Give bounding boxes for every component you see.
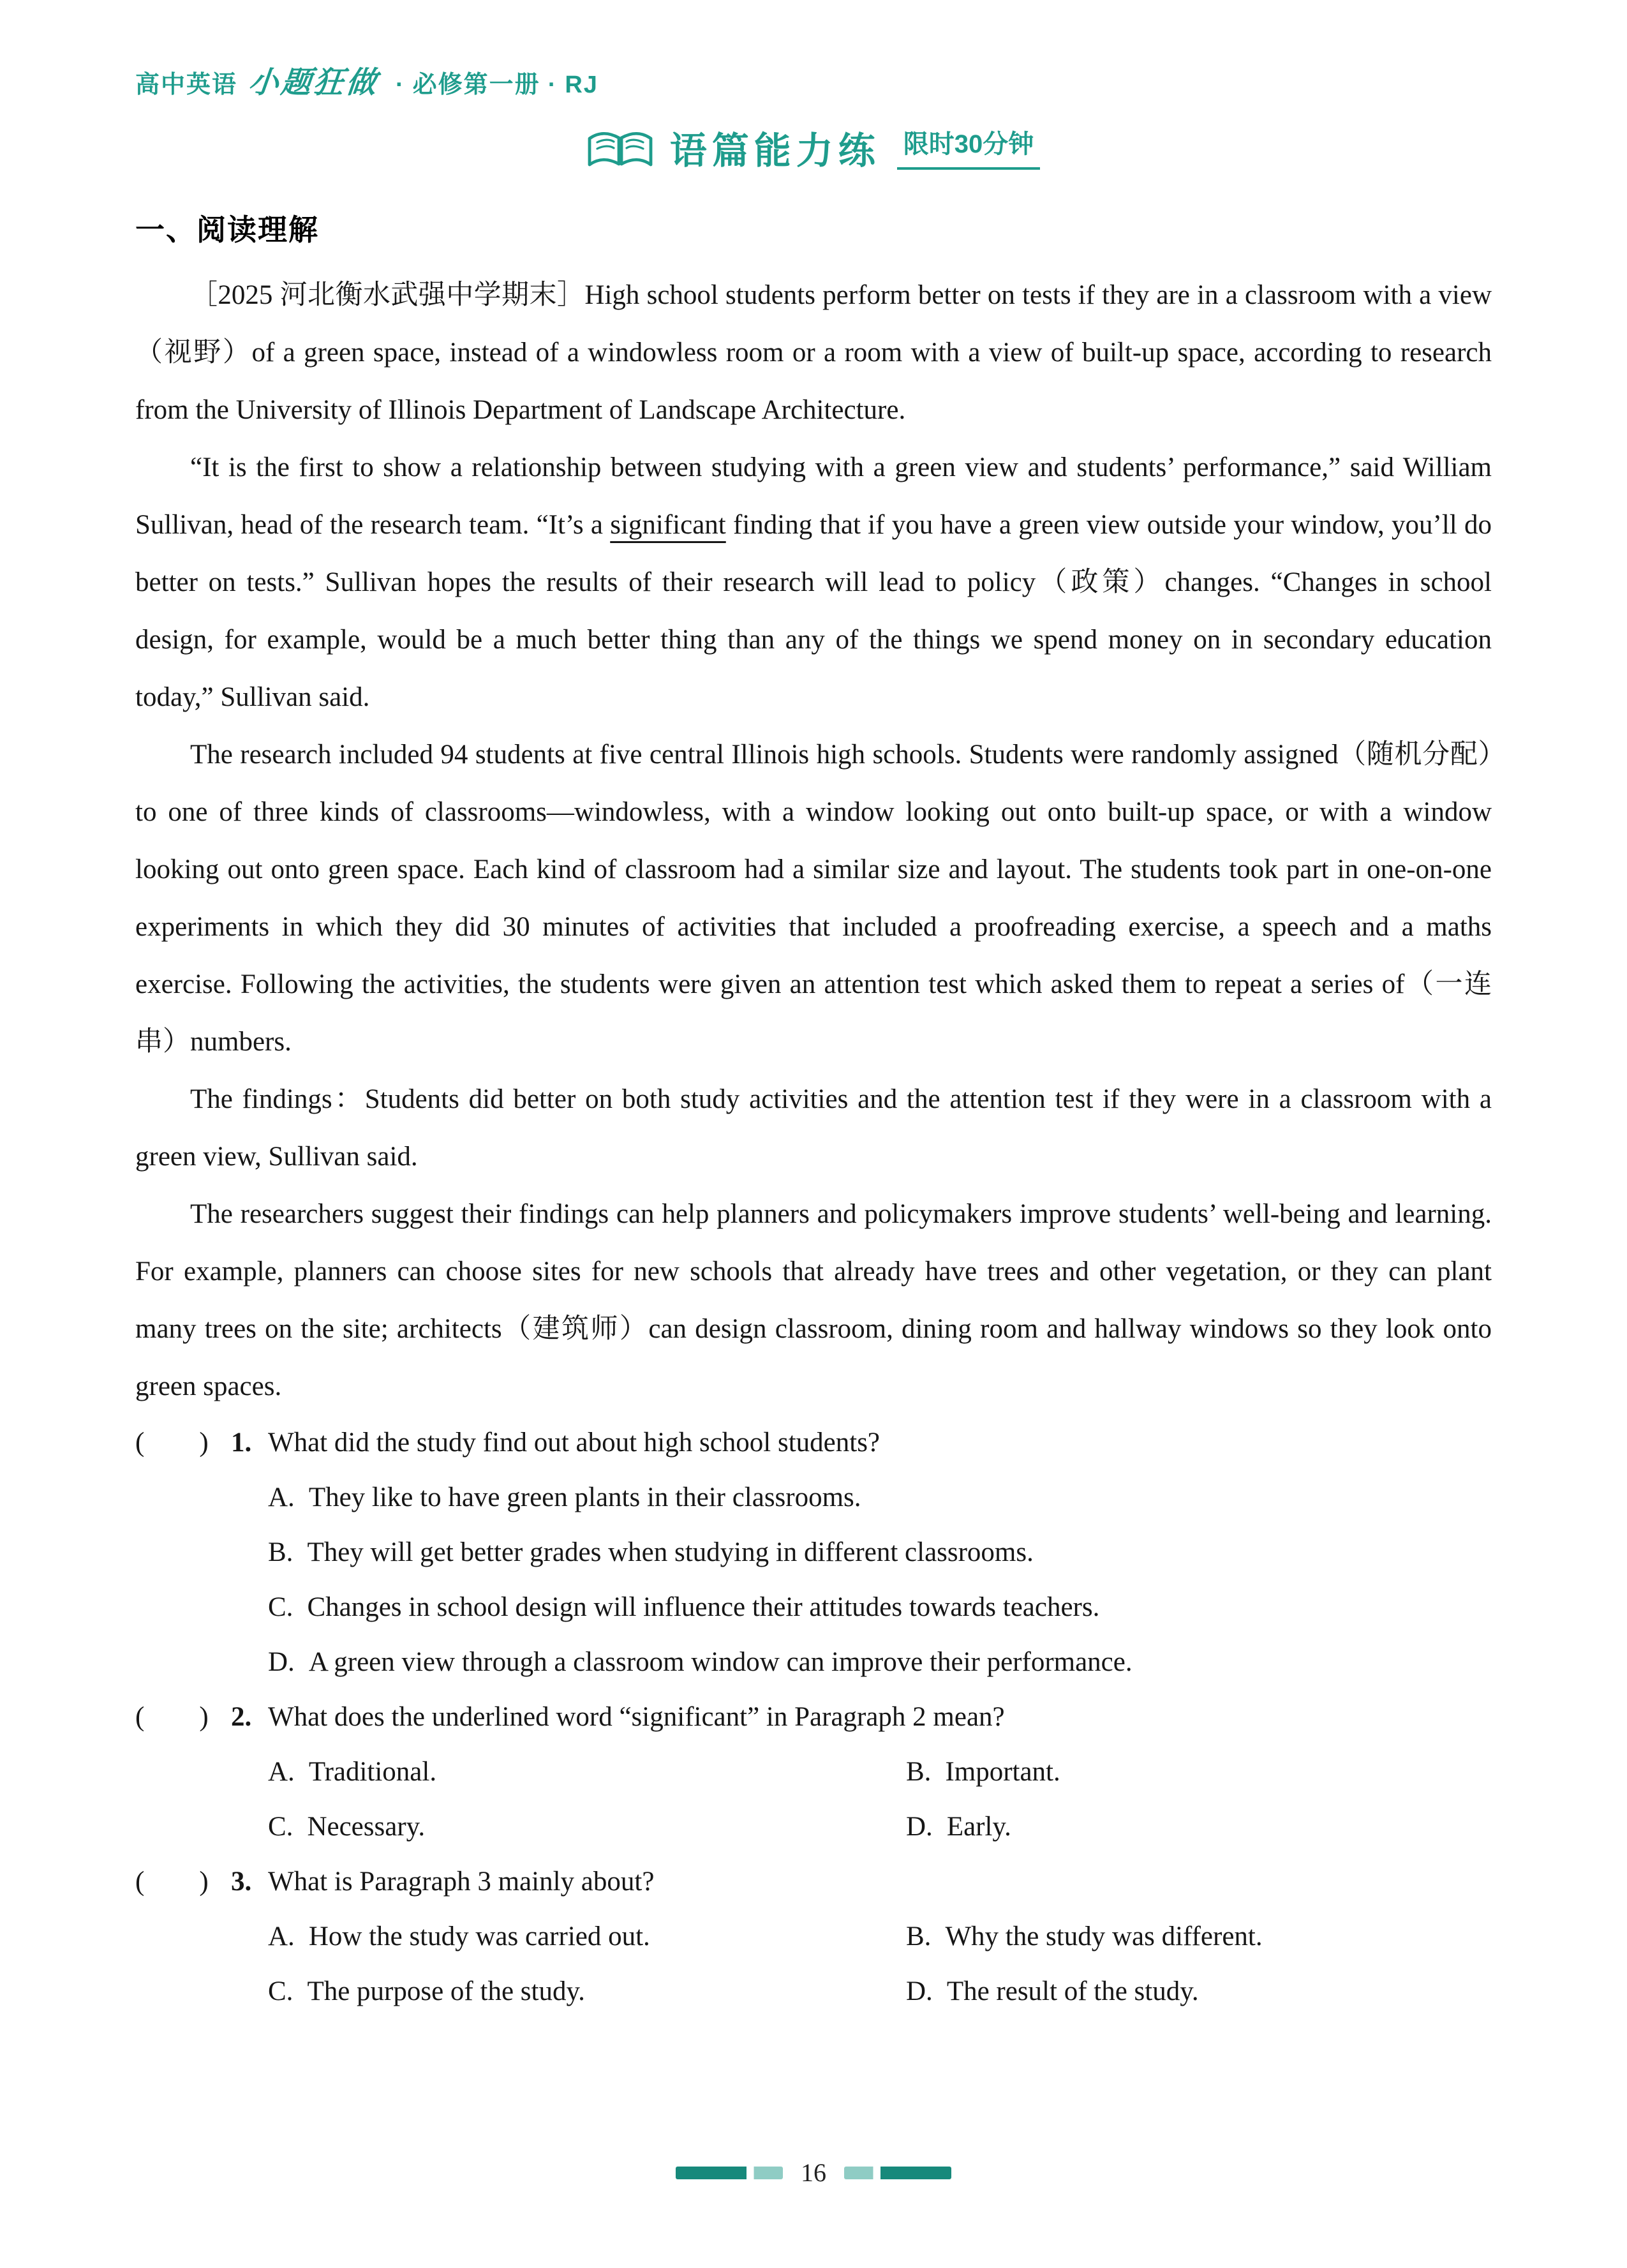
option-item <box>906 1964 1492 2019</box>
question-block-1 <box>135 1415 1492 1690</box>
option-text: How the study was carried out. <box>308 1921 650 1951</box>
option-label: D. <box>906 1976 933 2006</box>
option-item <box>268 1635 1492 1690</box>
option-item <box>268 1525 1492 1580</box>
question-line <box>135 1690 1492 1745</box>
option-item <box>268 1909 906 1964</box>
section-banner <box>135 126 1492 170</box>
options-list <box>135 1745 1492 1854</box>
time-limit-label: 限时30分钟 <box>897 131 1041 170</box>
paragraph-text: “It is the first to show a relationship between studying with a green view and students’ performance,” said William Sullivan, head of the research team. “It’s a <box>135 452 1492 540</box>
answer-blank: ( ) <box>135 1867 209 1897</box>
option-text: The purpose of the study. <box>307 1976 585 2006</box>
page-number: 16 <box>801 2158 826 2187</box>
footer-bar-right <box>844 2167 951 2179</box>
question-text: What did the study find out about high school students? <box>268 1428 880 1458</box>
option-item <box>268 1745 906 1800</box>
options-list <box>135 1470 1492 1690</box>
option-label: B. <box>906 1921 932 1951</box>
page-header <box>135 59 1492 101</box>
series-logo: 小题狂做 <box>246 65 381 99</box>
option-text: They will get better grades when studying in different classrooms. <box>307 1537 1034 1567</box>
underlined-word: significant <box>610 510 726 540</box>
option-label: B. <box>906 1757 932 1787</box>
option-text: Important. <box>945 1757 1060 1787</box>
option-item <box>906 1800 1492 1854</box>
option-label: C. <box>268 1812 293 1842</box>
passage-paragraph-2 <box>135 439 1492 726</box>
question-block-2 <box>135 1690 1492 1854</box>
option-text: Changes in school design will influence their attitudes towards teachers. <box>307 1592 1100 1622</box>
option-item <box>268 1470 1492 1525</box>
header-separator: · <box>547 71 558 98</box>
option-text: They like to have green plants in their classrooms. <box>308 1482 861 1512</box>
banner-title: 语篇能力练 <box>669 130 880 172</box>
course-title: 高中英语 <box>135 71 238 98</box>
reading-passage <box>135 267 1492 1415</box>
option-item <box>906 1745 1492 1800</box>
option-label: C. <box>268 1592 293 1622</box>
option-text: A green view through a classroom window can improve their performance. <box>308 1647 1133 1677</box>
option-item <box>906 1909 1492 1964</box>
option-item <box>268 1580 1492 1635</box>
question-text: What is Paragraph 3 mainly about? <box>268 1867 655 1897</box>
footer-bar-left <box>676 2167 783 2179</box>
option-label: B. <box>268 1537 293 1567</box>
page-footer <box>0 2158 1627 2188</box>
option-text: Traditional. <box>308 1757 437 1787</box>
option-label: A. <box>268 1921 295 1951</box>
question-line <box>135 1415 1492 1470</box>
option-item <box>268 1964 906 2019</box>
answer-blank: ( ) <box>135 1428 209 1458</box>
options-list <box>135 1909 1492 2019</box>
passage-paragraph-5: The researchers suggest their findings can help planners and policymakers improve students’ well-being and learning. For example, planners can choose sites for new schools that already have trees and other vegetation, or they can plant many trees on the site; architects（建筑师）can design classroom, dining room and hallway windows so they look onto green spaces. <box>135 1199 1492 1401</box>
option-text: Necessary. <box>307 1812 426 1842</box>
answer-blank: ( ) <box>135 1702 209 1732</box>
section-heading: 一、阅读理解 <box>135 213 319 246</box>
header-separator: · <box>396 71 405 98</box>
question-list <box>135 1415 1492 2019</box>
passage-paragraph-3: The research included 94 students at five central Illinois high schools. Students were randomly assigned（随机分配）to one of three kinds of classrooms—windowless, with a window looking out onto built-up space, or with a window looking out onto green space. Each kind of classroom had a similar size and layout. The students took part in one-on-one experiments in which they did 30 minutes of activities that included a proofreading exercise, a speech and a maths exercise. Following the activities, the students were given an attention test which asked them to repeat a series of（一连串）numbers. <box>135 740 1492 1057</box>
question-number: 2. <box>231 1702 252 1732</box>
question-block-3 <box>135 1854 1492 2019</box>
option-label: C. <box>268 1976 293 2006</box>
option-text: The result of the study. <box>946 1976 1199 2006</box>
paragraph-text: High school students perform better on tests if they are in a classroom with a view（视野）of a green space, instead of a windowless room or a room with a view of built-up space, according to research from the University of Illinois Department of Landscape Architecture. <box>135 280 1492 425</box>
volume-title: 必修第一册 <box>412 71 540 98</box>
paragraph-text: finding that if you have a green view outside your window, you’ll do better on tests.” Sullivan hopes the results of their research will lead to policy（政策）changes. “Changes in school design, for example, would be a much better thing than any of the things we spend money on in secondary education today,” Sullivan said. <box>135 510 1492 712</box>
question-number: 1. <box>231 1428 252 1458</box>
question-line <box>135 1854 1492 1909</box>
option-label: D. <box>906 1812 933 1842</box>
option-label: A. <box>268 1757 295 1787</box>
option-text: Early. <box>946 1812 1011 1842</box>
passage-paragraph-4: The findings：Students did better on both study activities and the attention test if they were in a classroom with a green view, Sullivan said. <box>135 1084 1492 1172</box>
option-item <box>268 1800 906 1854</box>
exam-source-tag: ［2025 河北衡水武强中学期末］ <box>190 280 585 310</box>
open-book-icon <box>587 130 653 174</box>
passage-paragraph-1 <box>135 267 1492 439</box>
option-text: Why the study was different. <box>945 1921 1263 1951</box>
option-label: A. <box>268 1482 295 1512</box>
option-label: D. <box>268 1647 295 1677</box>
edition-tag: RJ <box>565 71 598 98</box>
question-number: 3. <box>231 1867 252 1897</box>
question-text: What does the underlined word “significant” in Paragraph 2 mean? <box>268 1702 1005 1732</box>
